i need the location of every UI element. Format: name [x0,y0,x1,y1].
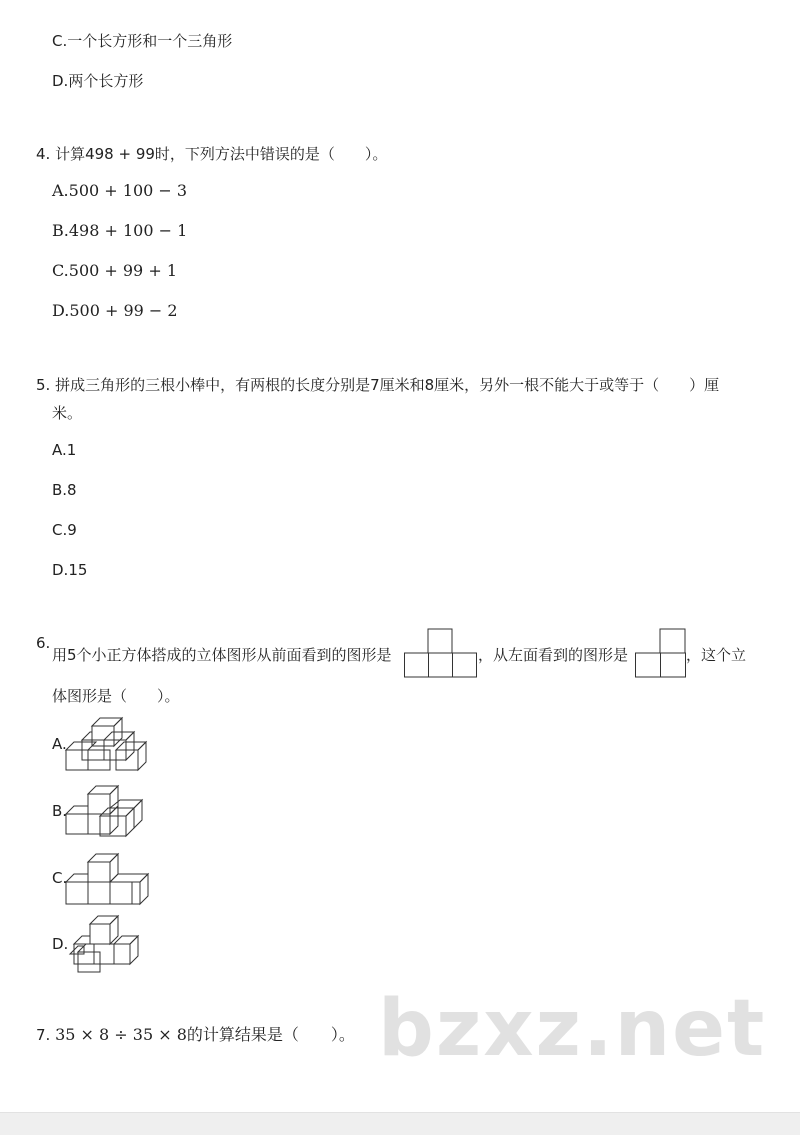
q6-option-a-label[interactable]: A. [52,735,67,753]
q5-option-b[interactable]: B.8 [52,481,77,499]
q5-option-a[interactable]: A.1 [52,441,77,459]
q6-option-d-label[interactable]: D. [52,935,69,953]
cube-figure-a-icon[interactable] [64,716,148,776]
q5-option-c[interactable]: C.9 [52,521,77,539]
q5-stem-line2: 米。 [52,404,83,422]
front-view-icon [404,628,478,682]
q4-option-b[interactable]: B.498 + 100 − 1 [52,221,188,240]
cube-figure-d-icon[interactable] [64,914,144,978]
cube-figure-c-icon[interactable] [64,852,152,912]
q5-number: 5. [36,376,51,394]
q7-number: 7. [36,1026,51,1044]
q6-option-c-label[interactable]: C. [52,869,68,887]
q6-option-b-label[interactable]: B. [52,802,68,820]
q6-stem-line2: 体图形是（ ）。 [52,687,180,705]
q3-option-d[interactable]: D.两个长方形 [52,72,144,90]
q7-stem [36,1022,355,1045]
cube-figure-b-icon[interactable] [64,782,148,844]
q6-stem-part2: ，从左面看到的图形是 [478,646,629,664]
q4-option-d[interactable]: D.500 + 99 − 2 [52,301,178,320]
q4-option-a[interactable]: A.500 + 100 − 3 [52,181,188,200]
q6-number: 6. [36,634,51,652]
q5-stem-line1: 拼成三角形的三根小棒中，有两根的长度分别是7厘米和8厘米，另外一根不能大于或等于（ ）厘 [55,376,720,394]
q5-stem [36,374,719,395]
page-footer-band [0,1112,800,1135]
q4-stem [36,143,387,164]
q4-stem-text: 计算498 + 99时，下列方法中错误的是（ ）。 [55,145,388,163]
watermark-logo: bzxz.net [378,984,767,1074]
q6-stem-part1: 用5个小正方体搭成的立体图形从前面看到的图形是 [52,646,392,664]
q3-option-c[interactable]: C.一个长方形和一个三角形 [52,32,233,50]
q6-stem-part3: ，这个立 [686,646,747,664]
q4-number: 4. [36,145,51,163]
q4-option-c[interactable]: C.500 + 99 + 1 [52,261,177,280]
q7-stem-text: 35 × 8 ÷ 35 × 8的计算结果是（ ）。 [55,1025,355,1044]
q5-option-d[interactable]: D.15 [52,561,88,579]
left-view-icon [635,628,687,682]
